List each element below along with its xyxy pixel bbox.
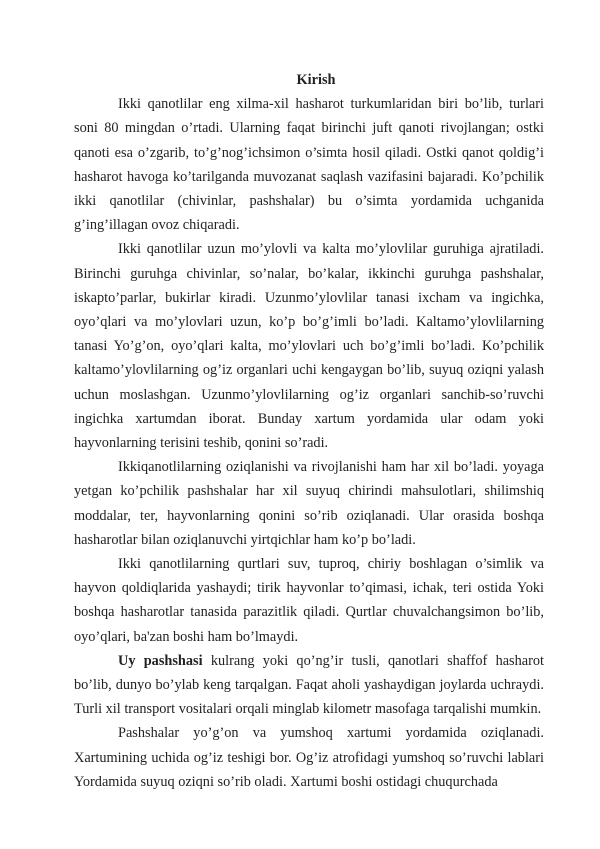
paragraph-intro xyxy=(74,92,544,237)
paragraph-text: Ikki qanotlilarning qurtlari suv, tuproq, chiriy boshlagan o’simlik va hayvon qoldiqlarida yashaydi; tirik hayvonlar to’qimasi, ichak, teri ostida Yoki boshqa hasharotlar tanasida parazitlik qiladi. Qurtlar chuvalchangsimon bo’lib, oyo’qlari, ba'zan boshi ham bo’lmaydi. xyxy=(74,556,544,645)
paragraph-larvae xyxy=(74,552,544,649)
paragraph-housefly xyxy=(74,649,544,722)
paragraph-lead: Uy pashshasi xyxy=(118,652,203,669)
paragraph-text: Ikkiqanotlilarning oziqlanishi va rivojlanishi ham har xil bo’ladi. yoyaga yetgan ko’pchilik pashshalar har xil suyuq chirindi mahsulotlari, shilimshiq moddalar, ter, hayvonlarning qonini so’rib oziqlanadi. Ular orasida boshqa hasharotlar bilan oziqlanuvchi yirtqichlar ham ko’p bo’ladi. xyxy=(74,459,544,548)
document-body xyxy=(74,68,544,794)
paragraph-text: Ikki qanotlilar eng xilma-xil hasharot turkumlaridan biri bo’lib, turlari soni 80 mingdan o’rtadi. Ularning faqat birinchi juft qanoti rivojlangan; ostki qanoti esa o’zgarib, to’g’nog’ichsimon o’simta hosil qiladi. Ostki qanot qoldig’i hasharot havoga ko’tarilganda muvozanat saqlash vazifasini bajaradi. Ko’pchilik ikki qanotlilar (chivinlar, pashshalar) bu o’simta yordamida uchganida g’ing’illagan ovoz chiqaradi. xyxy=(74,96,544,234)
paragraph-feeding xyxy=(74,455,544,552)
paragraph-proboscis xyxy=(74,721,544,794)
document-title: Kirish xyxy=(296,72,336,88)
paragraph-groups xyxy=(74,237,544,455)
paragraph-text: kulrang yoki qo’ng’ir tusli, qanotlari shaffof hasharot bo’lib, dunyo bo’ylab keng tarqalgan. Faqat aholi yashaydigan joylarda uchraydi. Turli xil transport vositalari orqali minglab kilometr masofaga tarqalishi mumkin. xyxy=(74,652,545,718)
paragraph-text: Ikki qanotlilar uzun mo’ylovli va kalta mo’ylovlilar guruhiga ajratiladi. Birinchi guruhga chivinlar, so’nalar, bo’kalar, ikkinchi guruhga pashshalar, iskapto’parlar, bukirlar kiradi. Uzunmo’ylovlilar tanasi ixcham va ingichka, oyo’qlari va mo’ylovlari uzun, ko’p bo’g’imli bo’ladi. Kaltamo’ylovlilarning tanasi Yo’g’on, oyo’qlari kalta, mo’ylovlari uch bo’g’imli bo’ladi. Ko’pchilik kaltamo’ylovlilarning og’iz organlari uchi kengaygan bo’lib, suyuq oziqni yalash uchun moslashgan. Uzunmo’ylovlilarning og’iz organlari sanchib-so’ruvchi ingichka xartumdan iborat. Bunday xartum yordamida ular odam yoki hayvonlarning terisini teshib, qonini so’radi. xyxy=(74,241,544,452)
paragraph-text: Pashshalar yo’g’on va yumshoq xartumi yordamida oziqlanadi. Xartumining uchida og’iz teshigi bor. Og’iz atrofidagi yumshoq so’ruvchi lablari Yordamida suyuq oziqni so’rib oladi. Xartumi boshi ostidagi chuqurchada xyxy=(74,725,544,790)
